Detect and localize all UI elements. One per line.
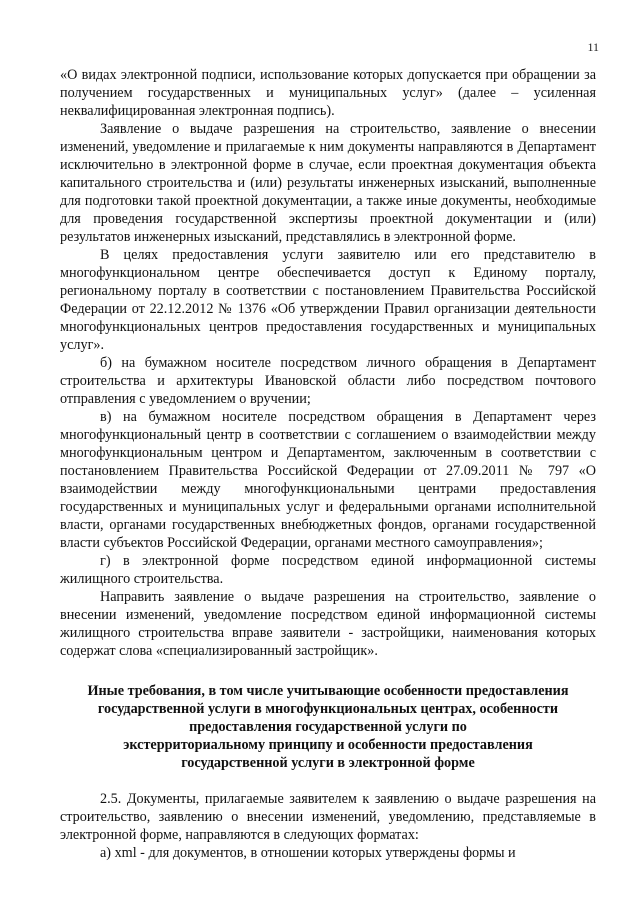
paragraph-specialized-developer: Направить заявление о выдаче разрешения на строительство, заявление о внесении изменений, уведомление посредством единой информационной системы жилищного строительства вправе заявители - застройщики, наименования которых содержат слова «специализированный застройщик». [60, 589, 596, 659]
paragraph-mfc-access: В целях предоставления услуги заявителю или его представителю в многофункциональном центре обеспечивается доступ к Единому порталу, региональному порталу в соответствии с постановлением Правительства Российской Федерации от 22.12.2012 № 1376 «Об утверждении Правил организации деятельности многофункциональных центров предоставления государственных и муниципальных услуг». [60, 247, 596, 353]
paragraph-electronic-signature: «О видах электронной подписи, использование которых допускается при обращении за получением государственных и муниципальных услуг» (далее – усиленная неквалифицированная электронная подпись). [60, 67, 596, 119]
heading-line: Иные требования, в том числе учитывающие особенности предоставления [87, 683, 569, 699]
paragraph-formats-intro: 2.5. Документы, прилагаемые заявителем к заявлению о выдаче разрешения на строительство, заявлению о внесении изменений, уведомлению, представляемые в электронной форме, направляются в следующих форматах: [60, 791, 596, 843]
heading-line: экстерриториальному принципу и особенности предоставления [123, 737, 533, 753]
paragraph-electronic-form-only: Заявление о выдаче разрешения на строительство, заявление о внесении изменений, уведомление и прилагаемые к ним документы направляются в Департамент исключительно в электронной форме в случае, если проектная документация объекта капитального строительства и (или) результаты инженерных изысканий, выполненные для подготовки такой проектной документации, а также иные документы, необходимые для проведения государственной экспертизы проектной документации и (или) результатов инженерных изысканий, представлялись в электронной форме. [60, 121, 596, 245]
heading-line: предоставления государственной услуги по [189, 719, 467, 735]
paragraph-option-b: б) на бумажном носителе посредством личного обращения в Департамент строительства и архитектуры Ивановской области либо посредством почтового отправления с уведомлением о вручении; [60, 355, 596, 407]
page-number: 11 [587, 40, 599, 54]
paragraph-option-v: в) на бумажном носителе посредством обращения в Департамент через многофункциональный центр в соответствии с соглашением о взаимодействии между многофункциональным центром и Департаментом, заключенным в соответствии с постановлением Правительства Российской Федерации от 27.09.2011 № 797 «О взаимодействии между многофункциональными центрами предоставления государственных и муниципальных услуг и федеральными органами исполнительной власти, органами государственных внебюджетных фондов, органами государственной власти субъектов Российской Федерации, органами местного самоуправления»; [60, 409, 596, 551]
document-body [60, 66, 596, 862]
heading-line: государственной услуги в многофункциональных центрах, особенности [97, 701, 559, 717]
section-heading [64, 682, 592, 772]
paragraph-option-g: г) в электронной форме посредством единой информационной системы жилищного строительства. [60, 553, 596, 587]
heading-line: государственной услуги в электронной форме [181, 755, 475, 771]
paragraph-format-xml: а) xml - для документов, в отношении которых утверждены формы и [100, 845, 516, 861]
